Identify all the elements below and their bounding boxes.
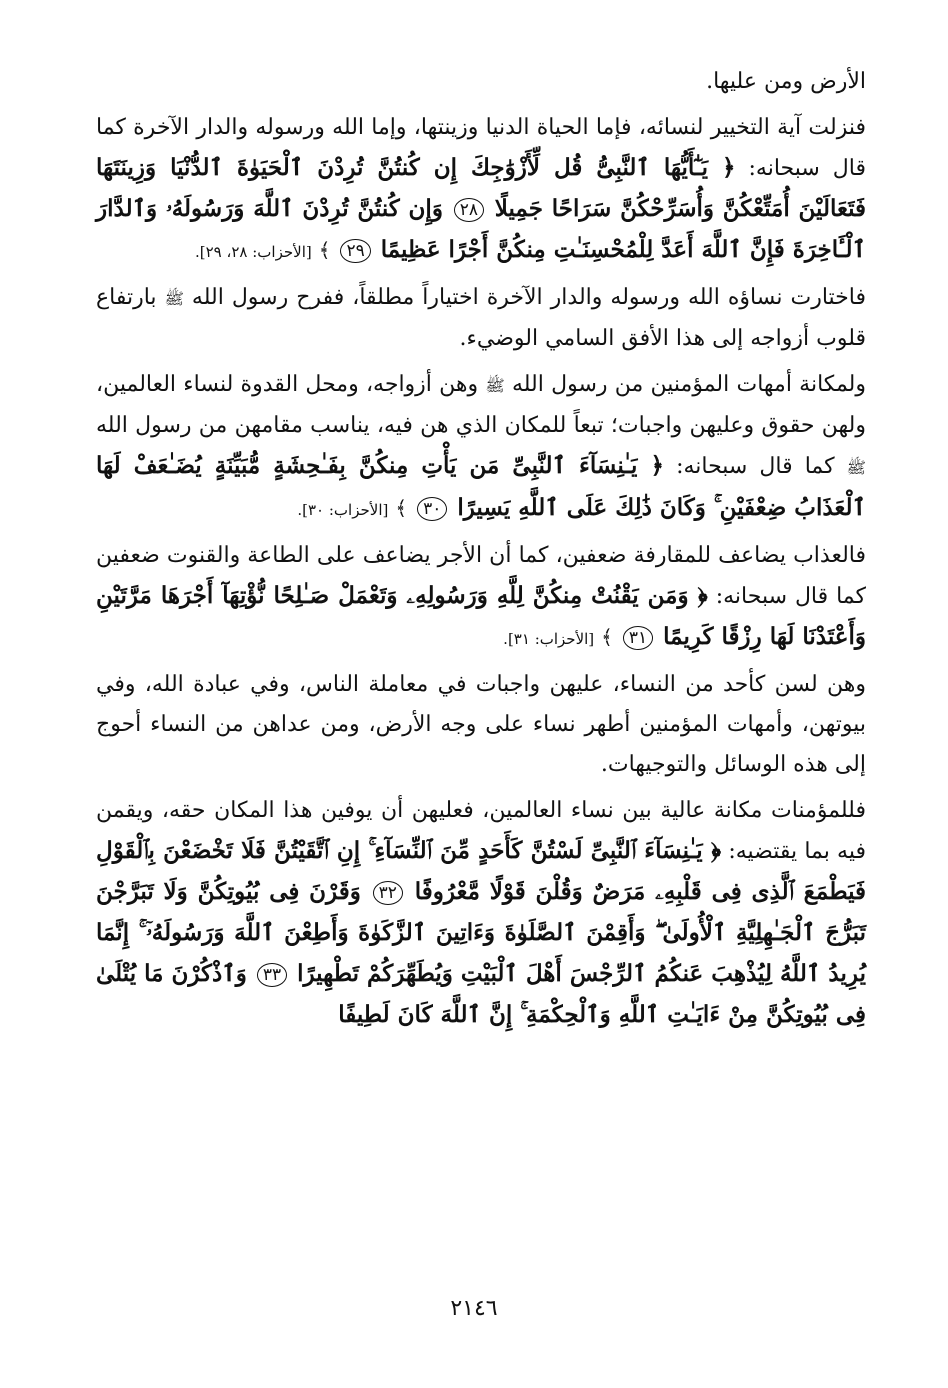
- quran-close-bracket: ﴾: [601, 625, 613, 649]
- ayah-number-32: ٣٢: [373, 881, 403, 905]
- paragraph-2: [96, 108, 866, 272]
- quran-close-bracket: ﴾: [318, 238, 331, 262]
- paragraph-7: [96, 791, 866, 1036]
- paragraph-3-text-a: فاختارت نساؤه الله ورسوله والدار الآخرة اختياراً مطلقاً، ففرح رسول الله: [191, 285, 866, 310]
- paragraph-5-text: فالعذاب يضاعف للمقارفة ضعفين، كما أن الأجر يضاعف على الطاعة والقنوت ضعفين كما قال سبحانه:: [96, 543, 866, 609]
- quran-verse-33: وَقَرْنَ فِى بُيُوتِكُنَّ وَلَا تَبَرَّجْنَ تَبَرُّجَ ٱلْجَـٰهِلِيَّةِ ٱلْأُولَىٰ ۖ وَأَقِمْنَ ٱلصَّلَوٰةَ وَءَاتِينَ ٱلزَّكَوٰةَ وَأَطِعْنَ ٱللَّهَ وَرَسُولَهُۥٓ ۚ إِنَّمَا يُرِيدُ ٱللَّهُ لِيُذْهِبَ عَنكُمُ ٱلرِّجْسَ أَهْلَ ٱلْبَيْتِ وَيُطَهِّرَكُمْ تَطْهِيرًا: [96, 878, 866, 987]
- paragraph-1-text: الأرض ومن عليها.: [706, 69, 866, 94]
- paragraph-3-text-b: بارتفاع قلوب أزواجه إلى هذا الأفق السامي الوضيء.: [96, 285, 866, 351]
- quran-verse-29: وَإِن كُنتُنَّ تُرِدْنَ ٱللَّهَ وَرَسُولَهُۥ وَٱلدَّارَ ٱلْـَٔاخِرَةَ فَإِنَّ ٱللَّهَ أَعَدَّ لِلْمُحْسِنَـٰتِ مِنكُنَّ أَجْرًا عَظِيمًا: [96, 195, 866, 263]
- ayah-number-28: ٢٨: [454, 198, 484, 222]
- pbuh-glyph: ﷺ: [164, 289, 184, 308]
- quran-verse-28: ﴿ يَـٰٓأَيُّهَا ٱلنَّبِىُّ قُل لِّأَزْوَٰجِكَ إِن كُنتُنَّ تُرِدْنَ ٱلْحَيَوٰةَ ٱلدُّنْيَا وَزِينَتَهَا فَتَعَالَيْنَ أُمَتِّعْكُنَّ وَأُسَرِّحْكُنَّ سَرَاحًا جَمِيلًا: [96, 154, 867, 222]
- paragraph-4-text-a: ولمكانة أمهات المؤمنين من رسول الله: [511, 372, 866, 397]
- quran-close-bracket: ﴾: [395, 496, 408, 520]
- ayah-number-33: ٣٣: [257, 963, 287, 987]
- page-body: [96, 62, 866, 1042]
- quran-verse-34: وَٱذْكُرْنَ مَا يُتْلَىٰ فِى بُيُوتِكُنَّ مِنْ ءَايَـٰتِ ٱللَّهِ وَٱلْحِكْمَةِ ۚ إِنَّ ٱللَّهَ كَانَ لَطِيفًا: [96, 960, 866, 1028]
- quran-verse-30: ﴿ يَـٰنِسَآءَ ٱلنَّبِىِّ مَن يَأْتِ مِنكُنَّ بِفَـٰحِشَةٍ مُّبَيِّنَةٍ يُضَـٰعَفْ لَهَا ٱلْعَذَابُ ضِعْفَيْنِ ۚ وَكَانَ ذَٰلِكَ عَلَى ٱللَّهِ يَسِيرًا: [96, 452, 866, 521]
- ayah-number-30: ٣٠: [417, 497, 447, 521]
- paragraph-4: [96, 365, 866, 530]
- ayah-number-31: ٣١: [623, 626, 653, 650]
- surah-reference: [الأحزاب: ٣١].: [503, 630, 595, 648]
- pbuh-glyph: ﷺ: [485, 376, 505, 395]
- surah-reference: [الأحزاب: ٣٠].: [297, 501, 389, 519]
- paragraph-7-text: فللمؤمنات مكانة عالية بين نساء العالمين، فعليهن أن يوفين هذا المكان حقه، ويقمن فيه بما يقتضيه:: [96, 798, 866, 864]
- pbuh-glyph: ﷺ: [846, 458, 866, 477]
- page-number: ٢١٤٦: [450, 1296, 498, 1321]
- paragraph-6: [96, 665, 866, 785]
- paragraph-6-text: وهن لسن كأحد من النساء، عليهن واجبات في معاملة الناس، وفي عبادة الله، وفي بيوتهن، وأمهات المؤمنين أطهر نساء على وجه الأرض، ومن عداهن من النساء أحوج إلى هذه الوسائل والتوجيهات.: [96, 672, 866, 777]
- paragraph-3: [96, 278, 866, 359]
- paragraph-4-text-b: وهن أزواجه، ومحل القدوة لنساء العالمين، ولهن حقوق وعليهن واجبات؛ تبعاً للمكان الذي هن فيه، يناسب مقامهن من رسول الله: [96, 372, 866, 438]
- paragraph-2-text: فنزلت آية التخيير لنسائه، فإما الحياة الدنيا وزينتها، وإما الله ورسوله والدار الآخرة كما قال سبحانه:: [96, 115, 866, 181]
- paragraph-1: [96, 62, 866, 102]
- quran-verse-31: ﴿ وَمَن يَقْنُتْ مِنكُنَّ لِلَّهِ وَرَسُولِهِۦ وَتَعْمَلْ صَـٰلِحًا نُّؤْتِهَآ أَجْرَهَا مَرَّتَيْنِ وَأَعْتَدْنَا لَهَا رِزْقًا كَرِيمًا: [96, 582, 866, 650]
- paragraph-5: [96, 536, 866, 659]
- ayah-number-29: ٢٩: [340, 239, 370, 263]
- surah-reference: [الأحزاب: ٢٨، ٢٩].: [195, 243, 312, 261]
- paragraph-4-text-c: كما قال سبحانه:: [676, 454, 835, 479]
- quran-verse-32: ﴿ يَـٰنِسَآءَ ٱلنَّبِىِّ لَسْتُنَّ كَأَحَدٍ مِّنَ ٱلنِّسَآءِ ۚ إِنِ ٱتَّقَيْتُنَّ فَلَا تَخْضَعْنَ بِٱلْقَوْلِ فَيَطْمَعَ ٱلَّذِى فِى قَلْبِهِۦ مَرَضٌ وَقُلْنَ قَوْلًا مَّعْرُوفًا: [96, 837, 867, 905]
